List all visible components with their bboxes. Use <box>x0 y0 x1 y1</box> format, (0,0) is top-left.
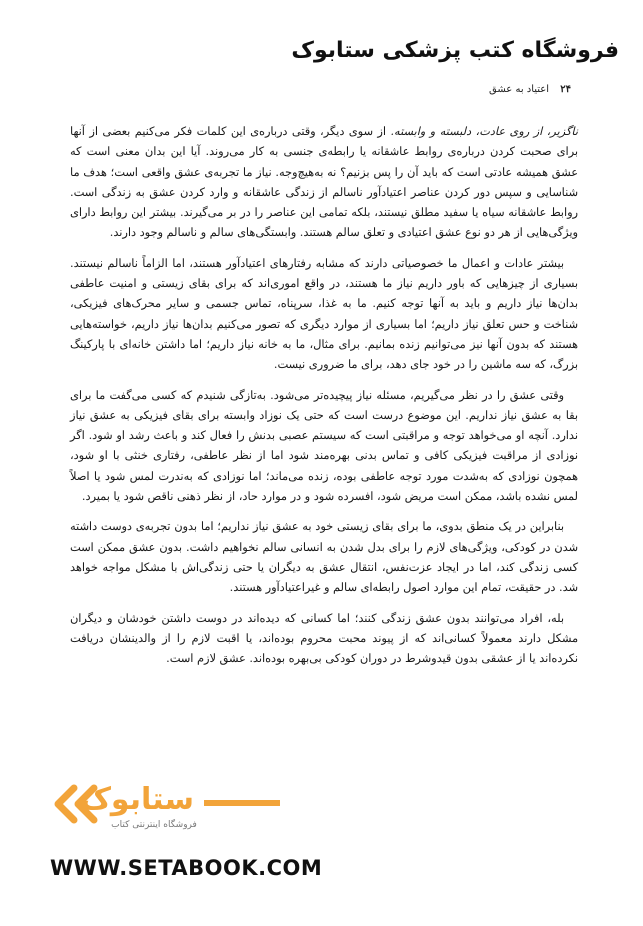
page-title: فروشگاه کتب پزشکی ستابوک <box>291 38 619 63</box>
paragraph-text: بیشتر عادات و اعمال ما خصوصیاتی دارند که مشابه رفتارهای اعتیادآور هستند، اما الزاماً ناسالم نیستند. بسیاری از چیزهایی که باور داریم نیاز ما هستند، در واقع اموری‌اند که برای بقای زیستی و امنیت عاطفی بدان‌ها نیاز داریم و باید به آنها توجه کنیم. ما به غذا، سرپناه، تماس جسمی و سایر محرک‌های فیزیکی، شناخت و حس تعلق نیاز داریم؛ اما بسیاری از موارد دیگری که تصور می‌کنیم بدان‌ها نیاز داریم، خواسته‌هایی هستند که بدون آنها نیز می‌توانیم زنده بمانیم. برای مثال، ما به خانه نیاز داریم؛ اما داشتن خانه‌ای با پارکینگ بزرگ، که سه ماشین را در خود جای دهد، برای ما ضروری نیست. <box>70 256 578 372</box>
logo-wordmark: ستابوک <box>80 782 194 817</box>
paragraph-text: بله، افراد می‌توانند بدون عشق زندگی کنند؛ اما کسانی که دیده‌اند در دوست داشتن خودشان و دیگران مشکل دارند معمولاً کسانی‌اند که از پیوند محبت محروم بوده‌اند، یا اقبت لازم را از والدینشان دریافت نکرده‌اند یا از عشقی بدون قیدوشرط در دوران کودکی بی‌بهره بوده‌اند. عشق لازم است. <box>70 611 578 666</box>
paragraph <box>70 254 578 376</box>
paragraph <box>70 386 578 508</box>
paragraph-text: از سوی دیگر، وقتی درباره‌ی این کلمات فکر می‌کنیم بعضی از آنها برای صحبت کردن درباره‌ی روابط عاشقانه یا رابطه‌ی جنسی به کار می‌روند. آیا این بدان معنی است که عشق همیشه عادتی است که باید آن را پس بزنیم؟ نه به‌هیچ‌وجه. نیاز ما تجربه‌ی عشق واقعی است؛ هدف ما شناسایی و سپس دور کردن عناصر اعتیادآور ناسالم از زندگی عاشقانه و وارد کردن عشق به زندگی است. روابط عاشقانه سیاه یا سفید مطلق نیستند، بلکه تمامی این عناصر را در بر می‌گیرند. بیشتر این روابط دارای ویژگی‌هایی از هر دو نوع عشق اعتیادی و تعلق سالم هستند. وابستگی‌های سالم و ناسالم وجود دارند. <box>70 125 578 240</box>
running-title: اعتیاد به عشق <box>489 84 550 95</box>
logo-accent-bar <box>204 800 280 806</box>
body-text <box>70 122 578 679</box>
paragraph <box>70 122 578 244</box>
paragraph-lead: ناگزیر، از روی عادت، دلبسته و وابسته. <box>386 125 578 138</box>
logo-tagline: فروشگاه اینترنتی کتاب <box>111 820 197 830</box>
paragraph <box>70 517 578 598</box>
running-header <box>489 84 571 95</box>
setabook-logo <box>44 778 284 838</box>
site-url: WWW.SETABOOK.COM <box>50 856 323 880</box>
paragraph <box>70 609 578 670</box>
paragraph-text: بنابراین در یک منطق بدوی، ما برای بقای زیستی خود به عشق نیاز نداریم؛ اما بدون تجربه‌ی دوست داشته شدن در کودکی، ویژگی‌های لازم را برای بدل شدن به انسانی سالم نخواهیم داشت. بدون عشق ممکن است کسی زندگی کند، اما در ایجاد عزت‌نفس، انتقال عشق به دیگران یا حتی زندگی‌اش با مشکل مواجه خواهد شد. در حقیقت، تمام این موارد اصول رابطه‌ای سالم و غیراعتیادآور هستند. <box>70 520 578 595</box>
page-number: ۲۴ <box>560 84 571 95</box>
paragraph-text: وقتی عشق را در نظر می‌گیریم، مسئله نیاز پیچیده‌تر می‌شود. به‌تازگی شنیدم که کسی می‌گفت ما برای بقا به عشق نیاز نداریم. این موضوع درست است که حتی یک نوزاد وابسته برای بقای فیزیکی به عشق نیاز ندارد. آنچه او می‌خواهد توجه و مراقبتی است که سیستم عصبی بدنش را فعال کند و باعث رشد او شود. اگر نوزادی از مراقبت فیزیکی کافی و تماس بدنی بهره‌مند شود اما از نظر عاطفی، رفتاری خنثی با او شود، همچون نوزادی که به‌شدت مورد توجه عاطفی بوده، زنده می‌ماند؛ اما نوزادی که به‌ندرت لمس شود یا اصلاً لمس نشده باشد، ممکن است مریض شود، افسرده شود و در موارد حاد، از نظر ذهنی ناقص شود یا بمیرد. <box>70 388 578 504</box>
